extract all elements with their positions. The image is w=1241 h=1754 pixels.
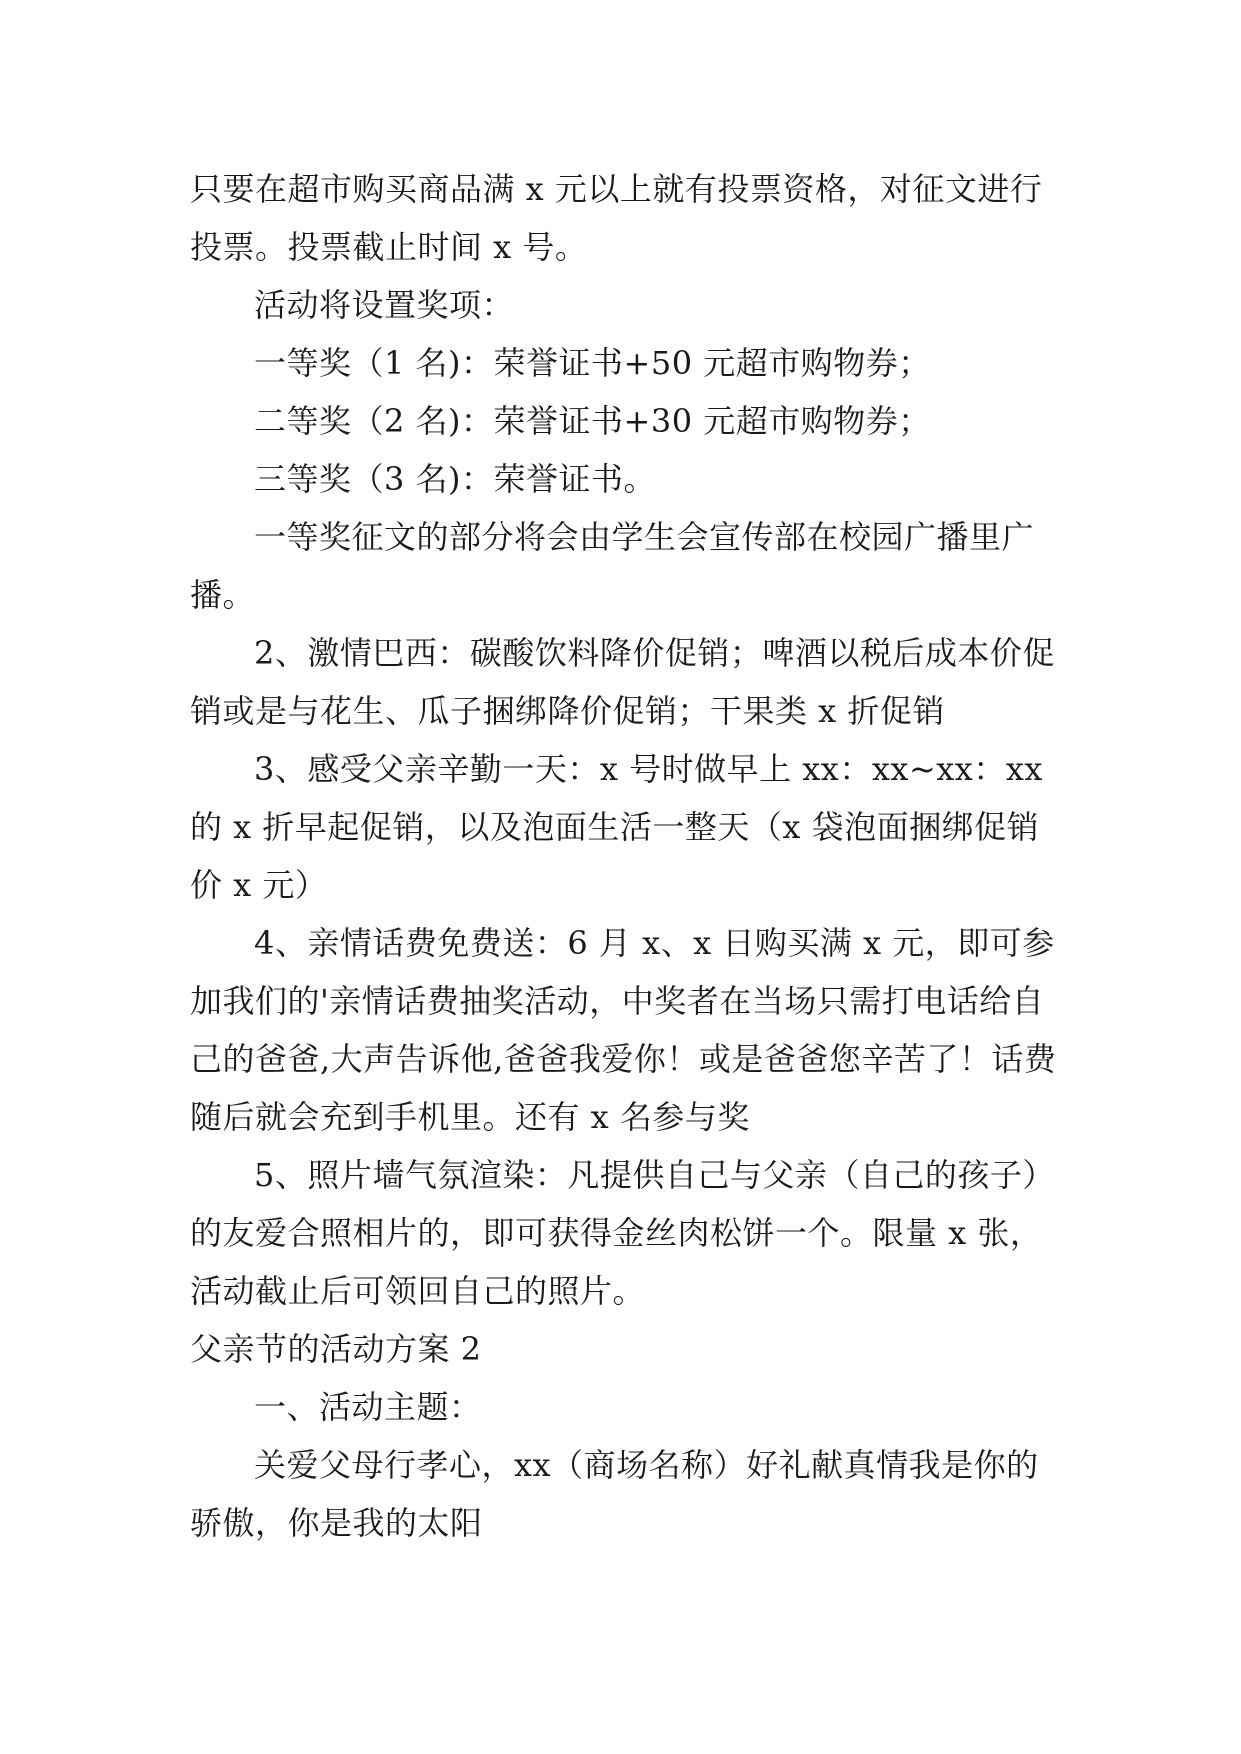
- paragraph-item-2: 2、激情巴西：碳酸饮料降价促销；啤酒以税后成本价促销或是与花生、瓜子捆绑降价促销；干果类 x 折促销: [190, 634, 1055, 730]
- paragraph-theme-text: 关爱父母行孝心，xx（商场名称）好礼献真情我是你的骄傲，你是我的太阳: [190, 1446, 1039, 1542]
- paragraph-first-prize: 一等奖（1 名)：荣誉证书+50 元超市购物券；: [254, 344, 931, 382]
- paragraph-second-prize: 二等奖（2 名)：荣誉证书+30 元超市购物券；: [254, 402, 931, 440]
- paragraph-item-4: 4、亲情话费免费送：6 月 x、x 日购买满 x 元，即可参加我们的'亲情话费抽奖活动，中奖者在当场只需打电话给自己的爸爸,大声告诉他,爸爸我爱你！或是爸爸您辛苦了！话费随后就会充到手机里。还有 x 名参与奖: [190, 924, 1057, 1136]
- paragraph-item-3: 3、感受父亲辛勤一天：x 号时做早上 xx：xx~xx：xx 的 x 折早起促销，以及泡面生活一整天（x 袋泡面捆绑促销价 x 元）: [190, 750, 1043, 904]
- paragraph-broadcast: 一等奖征文的部分将会由学生会宣传部在校园广播里广播。: [190, 518, 1035, 614]
- paragraph-awards-intro: 活动将设置奖项：: [254, 286, 515, 324]
- section-heading: 父亲节的活动方案 2: [190, 1330, 482, 1368]
- paragraph-item-5: 5、照片墙气氛渲染：凡提供自己与父亲（自己的孩子）的友爱合照相片的，即可获得金丝肉松饼一个。限量 x 张，活动截止后可领回自己的照片。: [190, 1156, 1055, 1310]
- paragraph-theme-label: 一、活动主题：: [254, 1388, 482, 1426]
- paragraph-third-prize: 三等奖（3 名)：荣誉证书。: [254, 460, 657, 498]
- paragraph-voting-eligibility: 只要在超市购买商品满 x 元以上就有投票资格，对征文进行投票。投票截止时间 x 号。: [190, 170, 1043, 266]
- document-body: [190, 160, 1070, 1552]
